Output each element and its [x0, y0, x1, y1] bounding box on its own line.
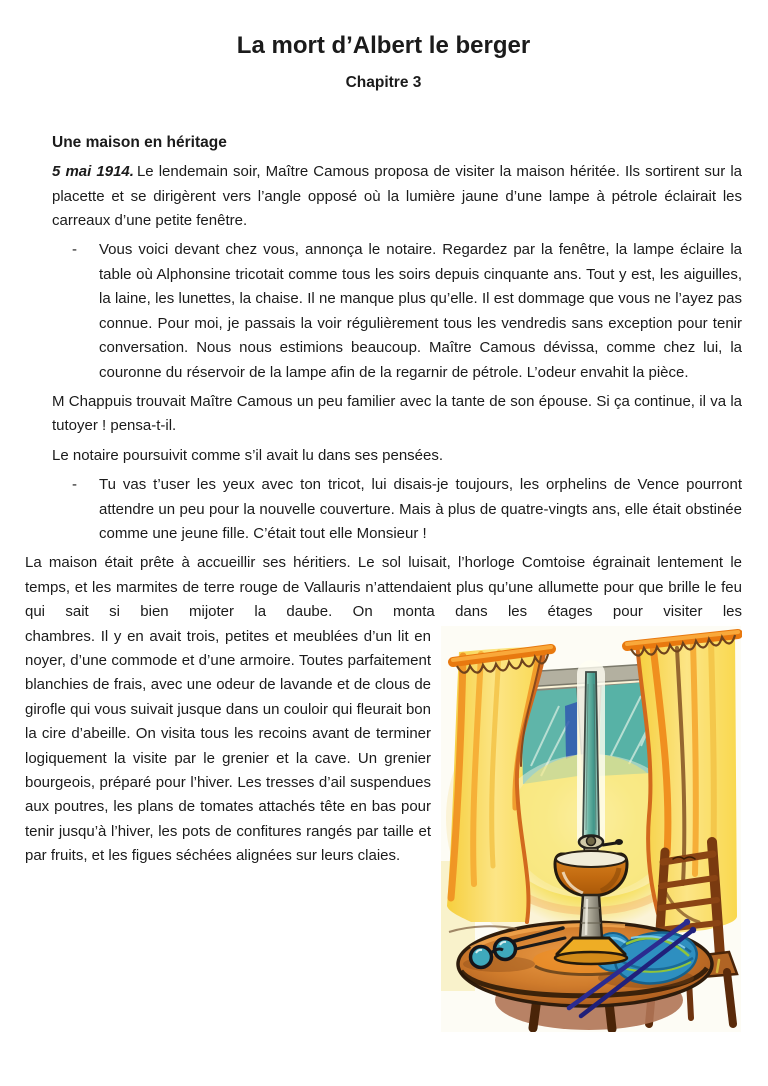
- date-lead: 5 mai 1914.: [52, 163, 134, 181]
- chapter-subtitle: Chapitre 3: [345, 74, 422, 92]
- dialogue-text: Vous voici devant chez vous, annonça le notaire. Regardez par la fenêtre, la lampe éclaire la table où Alphonsine tricotait comme tous les soirs depuis cinquante ans. Tout y est, les aiguilles, la laine, les lunettes, la chaise. Il ne manque plus qu’elle. Il est dommage que vous ne l’ayez pas connue. Pour moi, je passais la voir régulièrement tous les vendredis sans exception pour tenir conversation. Nous nous estimions beaucoup. Maître Camous dévissa, comme chez lui, la couronne du réservoir de la lampe afin de la regarnir de pétrole. L’odeur envahit la pièce.: [99, 241, 742, 381]
- dialogue-text: Tu vas t’user les yeux avec ton tricot, lui disais-je toujours, les orphelins de Vence pourront attendre un peu pour la nouvelle couverture. Mais à plus de quatre-vingts ans, elle était obstinée comme une jeune fille. C’était tout elle Monsieur !: [99, 476, 742, 542]
- lamp-illustration-svg: [440, 626, 742, 1032]
- paragraph-intro: [52, 160, 742, 233]
- paragraph-chappuis: M Chappuis trouvait Maître Camous un peu familier avec la tante de son épouse. Si ça continue, il va la tutoyer ! pensa-t-il.: [52, 392, 742, 435]
- paragraph-house-part1: La maison était prête à accueillir ses héritiers. Le sol luisait, l’horloge Comtoise égrainait lentement le temps, et les marmites de terre rouge de Vallauris n’attendaient plus qu’une allumette pour que brille le feu qui sait si bien mijoter la daube. On monta dans les étages pour visiter les: [25, 554, 742, 621]
- lamp-chimney: [583, 672, 599, 836]
- lamp-illustration: [440, 626, 742, 1032]
- dialogue-item-1: [72, 238, 742, 384]
- page-title: La mort d’Albert le berger: [236, 32, 531, 59]
- lamp-stem: [580, 895, 602, 938]
- dialogue-item-2: [72, 473, 742, 546]
- intro-text: Le lendemain soir, Maître Camous proposa de visiter la maison héritée. Ils sortirent sur la placette et se dirigèrent vers l’angle opposé où la lumière jaune d’une lampe à pétrole éclairait les carreaux d’une petite fenêtre.: [52, 163, 742, 230]
- dialogue-dash: -: [72, 241, 77, 259]
- house-wrap-text: chambres. Il y en avait trois, petites et meublées d’un lit en noyer, d’une commode et d’une armoire. Toutes parfaitement blanchies de frais, avec une odeur de lavande et de clous de girofle qui vous suivait jusque dans un couloir qui fleurait bon la cire d’abeille. On visita tous les recoins avant de terminer logiquement la visite par le grenier et la cave. Un grenier bourgeois, préparé pour l’hiver. Les tresses d’ail suspendues aux poutres, les plans de tomates attachés tête en bas pour tenir jusqu’à l’hiver, les pots de confitures rangés par taille et par fruits, et les figues séchées alignées sur leurs claies.: [25, 627, 431, 865]
- section-heading: Une maison en héritage: [52, 134, 227, 152]
- dialogue-dash: -: [72, 476, 77, 494]
- paragraph-notaire: Le notaire poursuivit comme s’il avait lu dans ses pensées.: [52, 446, 444, 464]
- paragraph-house-part2: [25, 625, 742, 869]
